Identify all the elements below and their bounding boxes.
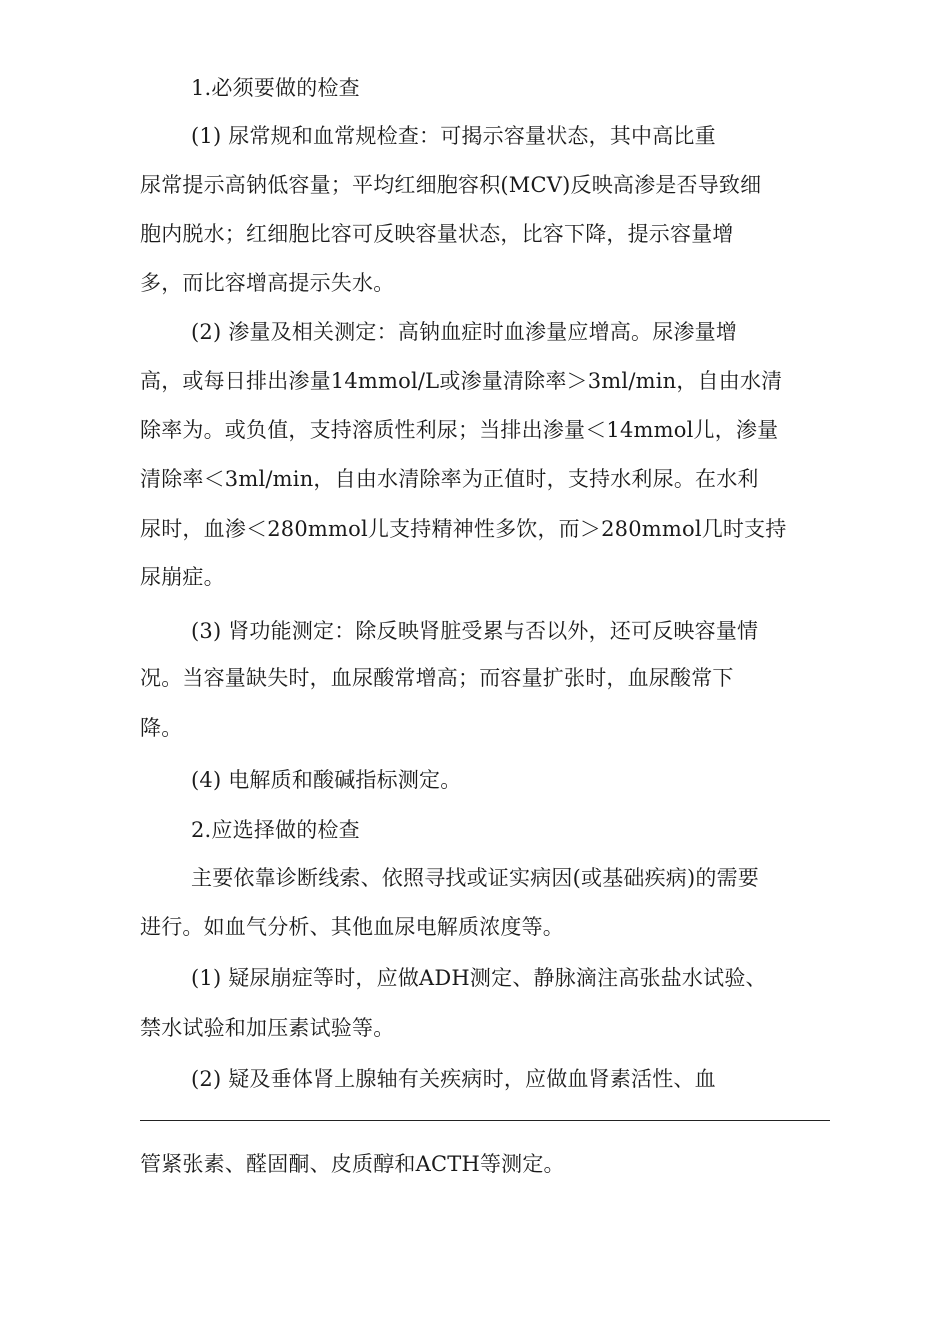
paragraph-line: (2) 疑及垂体肾上腺轴有关疾病时，应做血肾素活性、血 xyxy=(191,1067,716,1091)
paragraph-line: 况。当容量缺失时，血尿酸常增高；而容量扩张时，血尿酸常下 xyxy=(140,666,734,690)
paragraph-line: 禁水试验和加压素试验等。 xyxy=(140,1016,395,1040)
paragraph-line: (2) 渗量及相关测定：高钠血症时血渗量应增高。尿渗量增 xyxy=(191,320,738,344)
horizontal-divider xyxy=(140,1120,830,1121)
paragraph-line: (1) 疑尿崩症等时，应做ADH测定、静脉滴注高张盐水试验、 xyxy=(191,966,767,990)
paragraph-line: 清除率＜3ml/min，自由水清除率为正值时，支持水利尿。在水利 xyxy=(140,467,759,491)
paragraph-line: 管紧张素、醛固酮、皮质醇和ACTH等测定。 xyxy=(140,1152,565,1176)
paragraph-line: 除率为。或负值，支持溶质性利尿；当排出渗量＜14mmol儿，渗量 xyxy=(140,418,779,442)
paragraph-line: 主要依靠诊断线索、依照寻找或证实病因(或基础疾病)的需要 xyxy=(191,866,759,890)
paragraph-line: 高，或每日排出渗量14mmol/L或渗量清除率＞3ml/min，自由水清 xyxy=(140,369,783,393)
paragraph-line: 尿常提示高钠低容量；平均红细胞容积(MCV)反映高渗是否导致细 xyxy=(140,173,762,197)
paragraph-line: (3) 肾功能测定：除反映肾脏受累与否以外，还可反映容量情 xyxy=(191,619,759,643)
paragraph-line: 进行。如血气分析、其他血尿电解质浓度等。 xyxy=(140,915,564,939)
section-heading-required-tests: 1.必须要做的检查 xyxy=(191,76,360,100)
paragraph-line: (4) 电解质和酸碱指标测定。 xyxy=(191,768,462,792)
paragraph-line: 尿时，血渗＜280mmol儿支持精神性多饮，而＞280mmol几时支持 xyxy=(140,517,787,541)
paragraph-line: (1) 尿常规和血常规检查：可揭示容量状态，其中高比重 xyxy=(191,124,716,148)
paragraph-line: 降。 xyxy=(140,716,183,740)
section-heading-optional-tests: 2.应选择做的检查 xyxy=(191,818,360,842)
paragraph-line: 多，而比容增高提示失水。 xyxy=(140,271,395,295)
paragraph-line: 尿崩症。 xyxy=(140,565,225,589)
paragraph-line: 胞内脱水；红细胞比容可反映容量状态，比容下降，提示容量增 xyxy=(140,222,734,246)
